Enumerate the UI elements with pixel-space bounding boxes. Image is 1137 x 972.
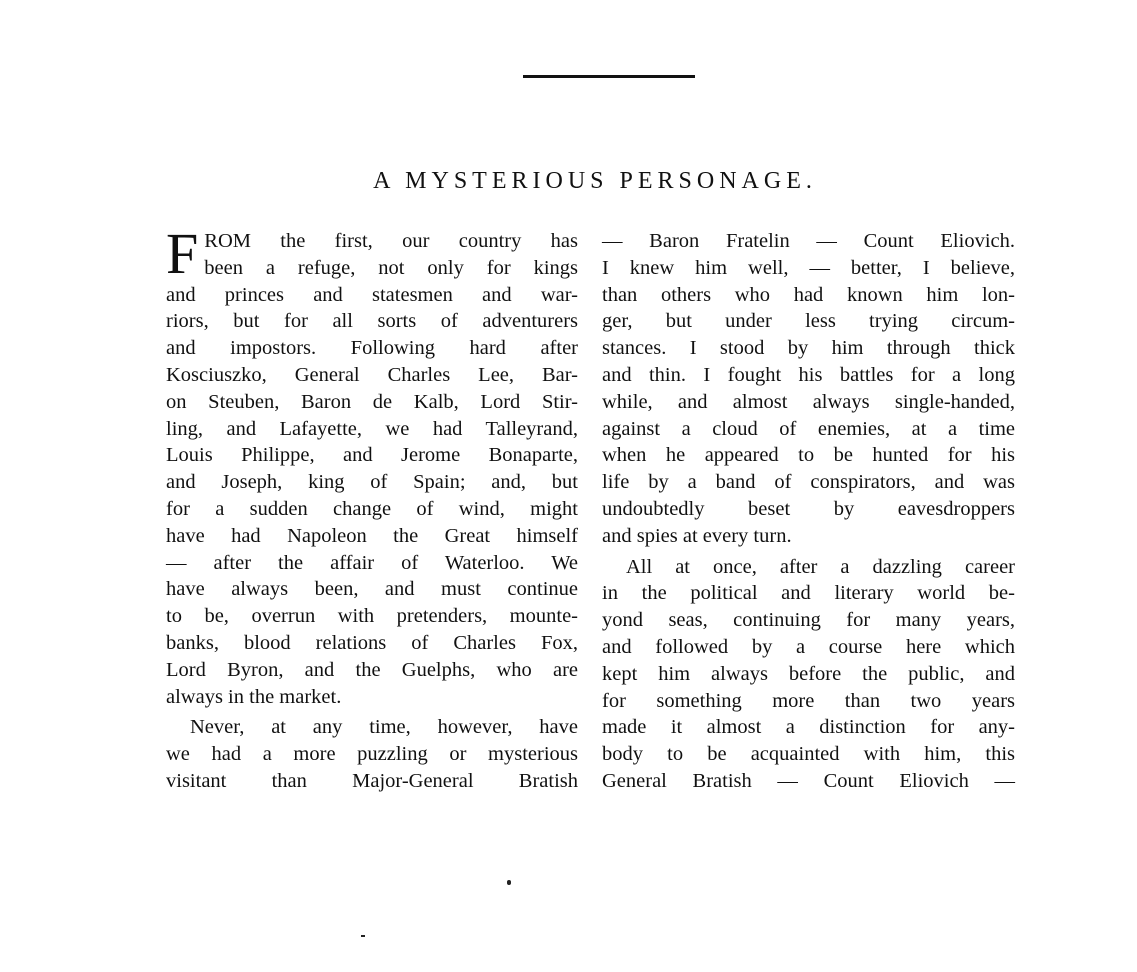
text-line: Lord Byron, and the Guelphs, who are: [166, 658, 578, 681]
text-line: on Steuben, Baron de Kalb, Lord Stir-: [166, 390, 578, 413]
text-line: when he appeared to be hunted for his: [602, 444, 1015, 467]
text-line: All at once, after a dazzling career: [626, 555, 1015, 578]
text-line: kept him always before the public, and: [602, 662, 1015, 685]
text-line: against a cloud of enemies, at a time: [602, 417, 1015, 440]
text-line: always in the market.: [166, 685, 342, 708]
text-line: while, and almost always single-handed,: [602, 390, 1015, 413]
text-line: Louis Philippe, and Jerome Bonaparte,: [166, 444, 578, 467]
text-line: in the political and literary world be-: [602, 582, 1015, 605]
text-line: and thin. I fought his battles for a long: [602, 363, 1015, 386]
text-line: — after the affair of Waterloo. We: [166, 551, 578, 574]
top-rule-divider: [523, 75, 695, 78]
left-column: [166, 221, 578, 795]
right-column: [602, 228, 1015, 795]
text-line: and Joseph, king of Spain; and, but: [166, 471, 578, 494]
paragraph-2: [166, 714, 578, 794]
ink-speck: [361, 935, 365, 937]
paragraph-1: [602, 228, 1015, 550]
text-line: have always been, and must continue: [166, 578, 578, 601]
text-line: ROM the first, our country has: [204, 230, 578, 252]
text-line: General Bratish — Count Eliovich —: [602, 769, 1015, 792]
text-line: than others who had known him lon-: [602, 283, 1015, 306]
text-line: made it almost a distinction for any-: [602, 716, 1015, 739]
text-line: Kosciuszko, General Charles Lee, Bar-: [166, 363, 578, 386]
text-line: and princes and statesmen and war-: [166, 283, 578, 306]
text-line: been a refuge, not only for kings: [204, 256, 578, 279]
text-line: yond seas, continuing for many years,: [602, 609, 1015, 632]
text-line: — Baron Fratelin — Count Eliovich.: [602, 230, 1015, 252]
text-line: visitant than Major-General Bratish: [166, 769, 578, 792]
text-line: Never, at any time, however, have: [190, 716, 578, 739]
page-title: A MYSTERIOUS PERSONAGE.: [373, 168, 817, 194]
text-line: for a sudden change of wind, might: [166, 497, 578, 520]
text-line: and followed by a course here which: [602, 635, 1015, 658]
text-line: we had a more puzzling or mysterious: [166, 743, 578, 766]
paragraph-2: [602, 554, 1015, 795]
text-line: undoubtedly beset by eavesdroppers: [602, 497, 1015, 520]
paragraph-1: [166, 221, 578, 710]
text-line: for something more than two years: [602, 689, 1015, 712]
text-line: to be, overrun with pretenders, mounte-: [166, 605, 578, 628]
drop-cap: F: [166, 221, 199, 286]
paragraph-body: [166, 282, 578, 711]
text-line: banks, blood relations of Charles Fox,: [166, 631, 578, 654]
text-line: riors, but for all sorts of adventurers: [166, 310, 578, 333]
text-line: and impostors. Following hard after: [166, 337, 578, 360]
text-line: ger, but under less trying circum-: [602, 310, 1015, 333]
text-line: stances. I stood by him through thick: [602, 337, 1015, 360]
text-line: I knew him well, — better, I believe,: [602, 256, 1015, 279]
text-line: ling, and Lafayette, we had Talleyrand,: [166, 417, 578, 440]
text-line: have had Napoleon the Great himself: [166, 524, 578, 547]
ink-speck: [507, 880, 511, 885]
text-line: and spies at every turn.: [602, 524, 792, 547]
text-line: body to be acquainted with him, this: [602, 743, 1015, 766]
text-line: life by a band of conspirators, and was: [602, 471, 1015, 494]
